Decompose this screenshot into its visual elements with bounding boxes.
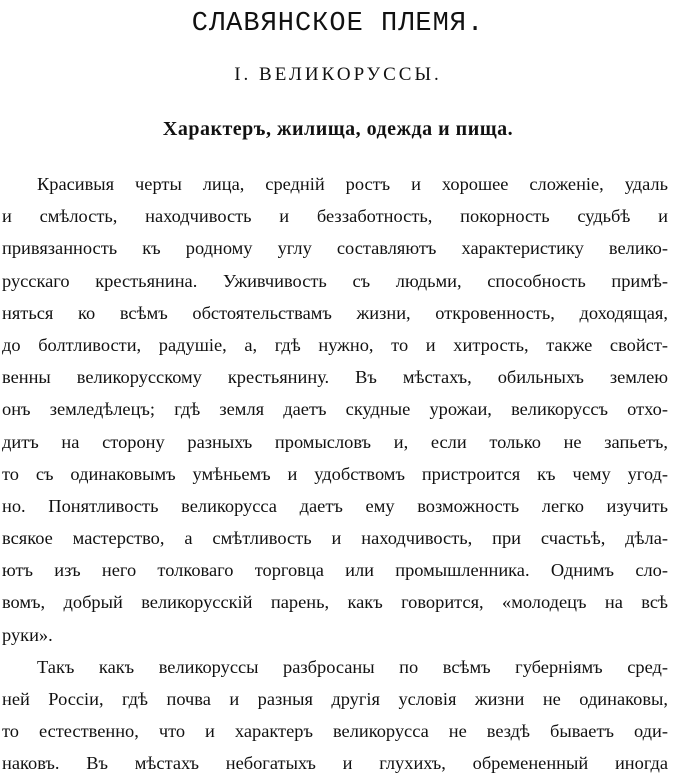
- text-line: до болтливости, радушіе, а, гдѣ нужно, то и хитрость, также свойст-: [2, 334, 668, 355]
- text-line: ютъ изъ него толковаго торговца или промышленника. Однимъ сло-: [2, 560, 668, 581]
- text-line: то естественно, что и характеръ великорусса не вездѣ бываетъ оди-: [2, 721, 668, 742]
- paragraph-2: [2, 651, 668, 780]
- text-line: няться ко всѣмъ обстоятельствамъ жизни, откровенность, доходящая,: [2, 302, 668, 323]
- chapter-subtitle: I. ВЕЛИКОРУССЫ.: [234, 64, 442, 85]
- text-line: наковъ. Въ мѣстахъ небогатыхъ и глухихъ, обремененный иногда: [2, 753, 668, 774]
- text-line: привязанность къ родному углу составляютъ характеристику велико-: [2, 238, 668, 259]
- text-line: Красивыя черты лица, средній ростъ и хорошее сложеніе, удаль: [37, 174, 668, 194]
- paragraph-1: [2, 168, 668, 651]
- text-line: онъ земледѣлецъ; гдѣ земля даетъ скудные урожаи, великоруссъ отхо-: [2, 399, 668, 420]
- body-text: [2, 168, 668, 780]
- text-line: то съ одинаковымъ умѣньемъ и удобствомъ пристроится къ чему угод-: [2, 463, 668, 484]
- text-line: но. Понятливость великорусса даетъ ему возможность легко изучить: [2, 495, 668, 516]
- text-line: и смѣлость, находчивость и беззаботность, покорность судьбѣ и: [2, 206, 668, 227]
- text-line: дитъ на сторону разныхъ промысловъ и, если только не запьетъ,: [2, 431, 668, 452]
- text-line: вомъ, добрый великорусскій парень, какъ говорится, «молодецъ на всѣ: [2, 592, 668, 613]
- chapter-title: СЛАВЯНСКОЕ ПЛЕМЯ.: [191, 9, 485, 39]
- text-line: Такъ какъ великоруссы разбросаны по всѣмъ губерніямъ сред-: [37, 656, 668, 677]
- text-line: ней Россіи, гдѣ почва и разныя другія условія жизни не одинаковы,: [2, 689, 668, 709]
- section-heading: Характеръ, жилища, одежда и пища.: [162, 118, 514, 140]
- text-line: венны великорусскому крестьянину. Въ мѣстахъ, обильныхъ землею: [2, 367, 668, 388]
- text-line: всякое мастерство, а смѣтливость и находчивость, при счастьѣ, дѣла-: [2, 528, 668, 549]
- text-line: руки».: [2, 624, 53, 645]
- text-line: русскаго крестьянина. Уживчивость съ людьми, способность примѣ-: [2, 270, 668, 291]
